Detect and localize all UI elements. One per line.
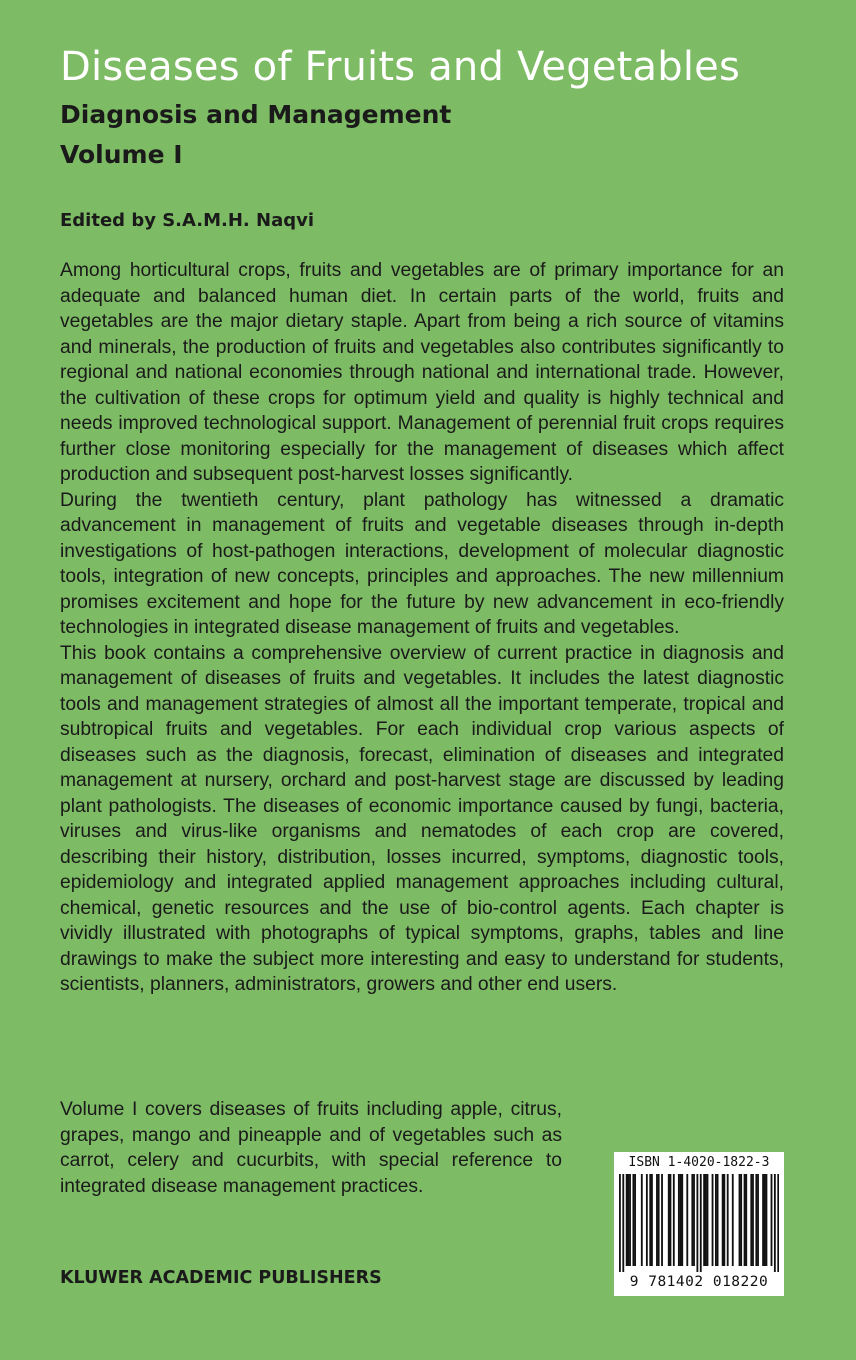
barcode-bar xyxy=(693,1174,695,1266)
blurb xyxy=(60,258,784,998)
barcode-bar xyxy=(707,1174,709,1266)
barcode-bar xyxy=(691,1174,693,1266)
barcode-bar xyxy=(641,1174,643,1266)
barcode-bar xyxy=(673,1174,675,1266)
barcode-bar xyxy=(696,1174,698,1272)
barcode-bar xyxy=(755,1174,757,1266)
barcode-bar xyxy=(715,1174,717,1266)
barcode-bar xyxy=(712,1174,714,1266)
blurb-paragraph-2: During the twentieth century, plant pathology has witnessed a dramatic advancement in management of fruits and vegetable diseases through in-depth investigations of host-pathogen interactions, development of molecular diagnostic tools, integration of new concepts, principles and approaches. The new millennium promises excitement and hope for the future by new advancement in eco-friendly technologies in integrated disease management of fruits and vegetables. xyxy=(60,489,784,638)
barcode-bar xyxy=(705,1174,707,1266)
barcode-bar xyxy=(651,1174,653,1266)
barcode-bar xyxy=(727,1174,729,1266)
barcode-bar xyxy=(752,1174,754,1266)
barcode-bar xyxy=(634,1174,636,1266)
barcode-bar xyxy=(649,1174,651,1266)
barcode-bar xyxy=(700,1174,702,1272)
barcode-bar xyxy=(619,1174,621,1272)
barcode-bar xyxy=(722,1174,724,1266)
isbn-barcode xyxy=(614,1152,784,1296)
barcode-bar xyxy=(668,1174,670,1266)
barcode-bar xyxy=(762,1174,764,1266)
barcode-bar xyxy=(629,1174,631,1266)
barcode-bar xyxy=(757,1174,759,1266)
blurb-paragraph-3: This book contains a comprehensive overview of current practice in diagnosis and management of diseases of fruits and vegetables. It includes the latest diagnostic tools and management strategies of almost all the important temperate, tropical and subtropical fruits and vegetables. For each individual crop various aspects of diseases such as the diagnosis, forecast, elimination of diseases and integrated management at nursery, orchard and post-harvest stage are discussed by leading plant pathologists. The diseases of economic importance caused by fungi, bacteria, viruses and virus-like organisms and nematodes of each crop are covered, describing their history, distribution, losses incurred, symptoms, diagnostic tools, epidemiology and integrated applied management approaches including cultural, chemical, genetic resources and the use of bio-control agents. Each chapter is vividly illustrated with photographs of typical symptoms, graphs, tables and line drawings to make the subject more interesting and easy to understand for students, scientists, planners, administrators, growers and other end users. xyxy=(60,642,784,995)
barcode-bars xyxy=(619,1174,779,1272)
barcode-bar xyxy=(632,1174,634,1266)
editor-credit: Edited by S.A.M.H. Naqvi xyxy=(60,210,315,231)
barcode-bar xyxy=(703,1174,705,1266)
barcode-bar xyxy=(681,1174,683,1266)
barcode-bar xyxy=(739,1174,741,1266)
barcode-bar xyxy=(771,1174,773,1266)
barcode-bar xyxy=(750,1174,752,1266)
barcode-bar xyxy=(686,1174,688,1266)
barcode-bar xyxy=(717,1174,719,1266)
barcode-bar xyxy=(670,1174,672,1266)
isbn-label: ISBN 1-4020-1822-3 xyxy=(628,1155,770,1170)
barcode-bar xyxy=(627,1174,629,1266)
barcode-digits: 9 781402 018220 xyxy=(629,1274,769,1290)
barcode-bar xyxy=(626,1174,628,1266)
barcode-bar xyxy=(732,1174,734,1266)
barcode-bar xyxy=(764,1174,766,1266)
blurb-paragraph-1: Among horticultural crops, fruits and vegetables are of primary importance for an adequate and balanced human diet. In certain parts of the world, fruits and vegetables are the major dietary staple. Apart from being a rich source of vitamins and minerals, the production of fruits and vegetables also contributes significantly to regional and national economies through national and international trade. However, the cultivation of these crops for optimum yield and quality is highly technical and needs improved technological support. Management of perennial fruit crops requires further close monitoring especially for the management of diseases which affect production and subsequent post-harvest losses significantly. xyxy=(60,260,784,485)
barcode-bar xyxy=(777,1174,779,1272)
volume-label: Volume I xyxy=(60,140,183,169)
barcode-bar xyxy=(678,1174,680,1266)
barcode-bar xyxy=(723,1174,725,1266)
barcode-bar xyxy=(646,1174,648,1266)
barcode-bar xyxy=(740,1174,742,1266)
barcode-bar xyxy=(658,1174,660,1266)
barcode-bar xyxy=(744,1174,746,1266)
barcode-bar xyxy=(766,1174,768,1266)
barcode-bar xyxy=(661,1174,663,1266)
barcode-bar xyxy=(622,1174,624,1272)
book-subtitle: Diagnosis and Management xyxy=(60,100,452,129)
volume-contents-note: Volume I covers diseases of fruits including apple, citrus, grapes, mango and pineapple and of vegetables such as carrot, celery and cucurbits, with special reference to integrated disease management practices. xyxy=(60,1099,562,1197)
barcode-bar xyxy=(656,1174,658,1266)
barcode-bar xyxy=(774,1174,776,1272)
book-title: Diseases of Fruits and Vegetables xyxy=(60,44,740,90)
publisher-name: KLUWER ACADEMIC PUBLISHERS xyxy=(60,1268,382,1288)
barcode-bar xyxy=(680,1174,682,1266)
barcode-bar xyxy=(745,1174,747,1266)
